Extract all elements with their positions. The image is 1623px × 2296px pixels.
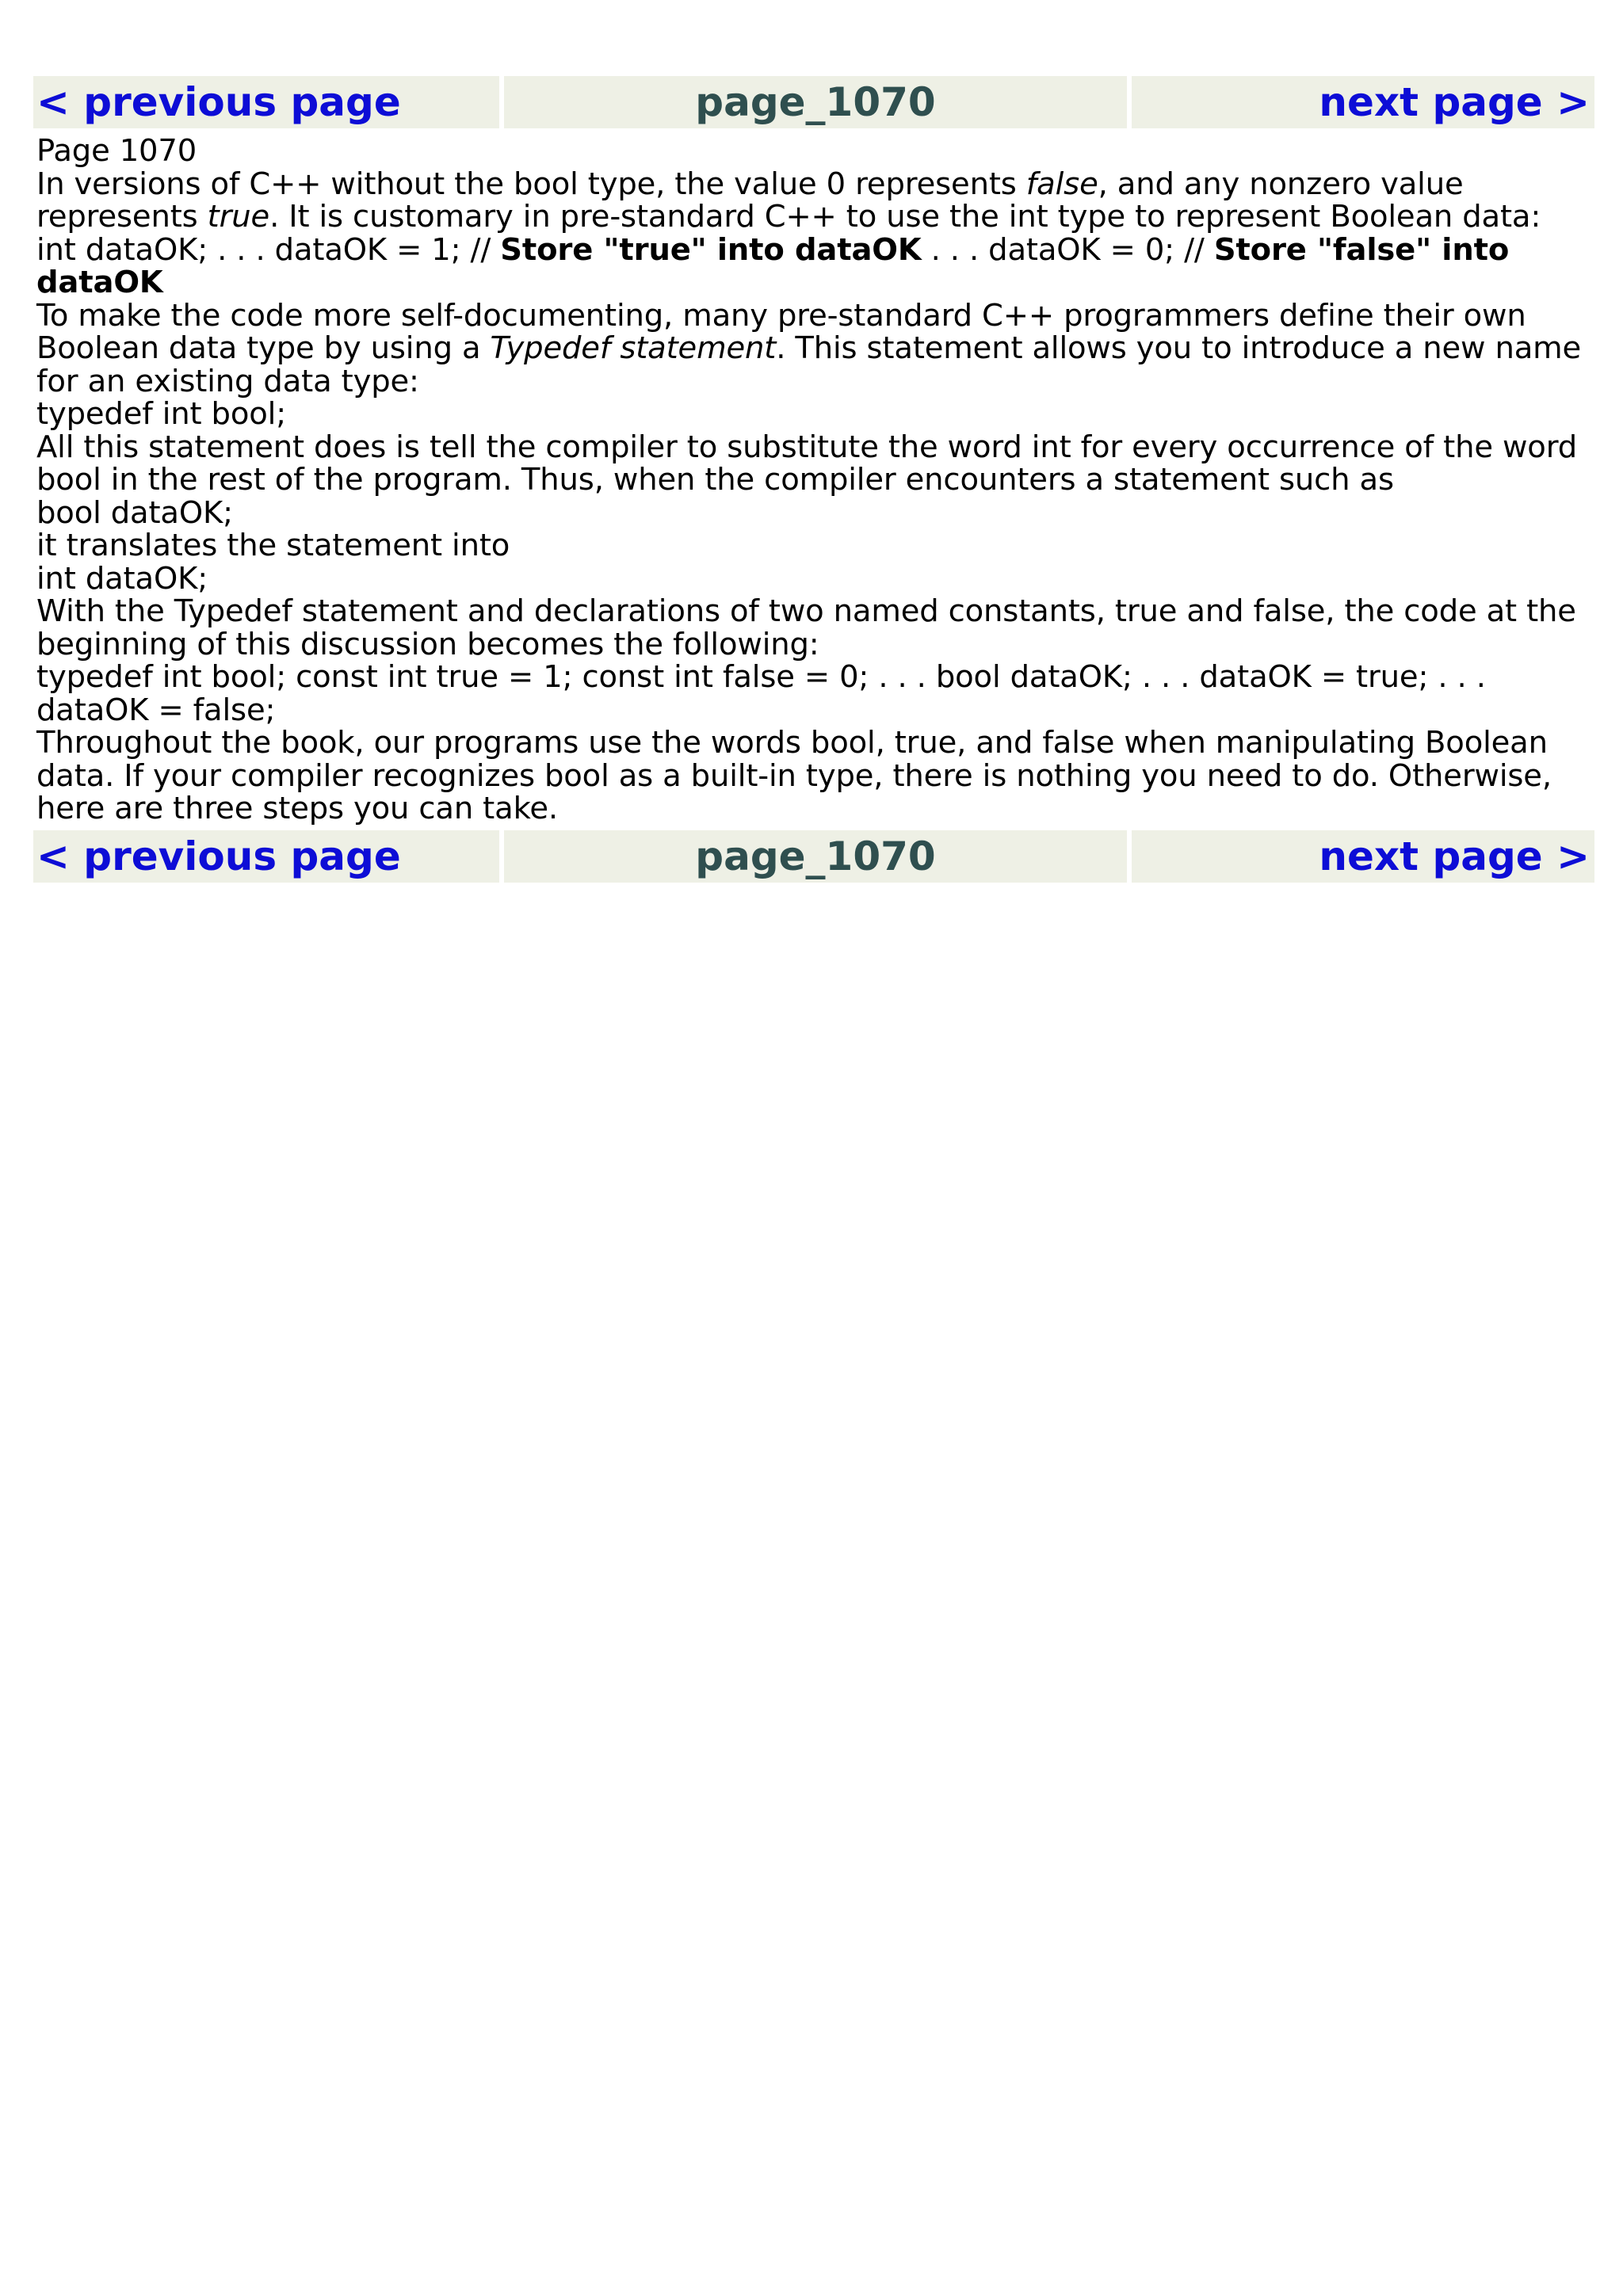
top-next-page-link[interactable]: next page > (1319, 79, 1590, 125)
code-line-bool-dataok: bool dataOK; (36, 494, 233, 531)
paragraph-text: . It is customary in pre-standard C++ to use the int type to represent Boolean data: (269, 199, 1541, 235)
code-line-int-dataok (36, 231, 1596, 300)
bottom-page-label: page_1070 (695, 833, 936, 879)
paragraph-text: , and any nonzero value represents (36, 166, 1464, 235)
code-comment-store-false: Store "false" into dataOK (36, 231, 1510, 300)
code-comment-store-true: Store "true" into dataOK (500, 231, 922, 268)
bottom-prev-cell (33, 830, 499, 883)
top-page-label: page_1070 (695, 79, 936, 125)
paragraph-substitution: All this statement does is tell the compiler to substitute the word int for every occurrence of the word bool in the rest of the program. Thus, when the compiler encounters a statement such as (36, 429, 1577, 498)
top-next-cell (1132, 76, 1594, 128)
paragraph-bool-intro (36, 168, 1596, 234)
paragraph-text: . This statement allows you to introduce a new name for an existing data type: (36, 330, 1582, 399)
page-content (33, 128, 1599, 830)
top-previous-page-link[interactable]: < previous page (36, 79, 401, 125)
paragraph-text: In versions of C++ without the bool type, the value 0 represents (36, 166, 1026, 202)
code-text: . . . dataOK = 0; // (921, 231, 1214, 268)
bottom-next-cell (1132, 830, 1594, 883)
code-line-typedef: typedef int bool; (36, 396, 287, 432)
paragraph-typedef-intro (36, 299, 1596, 399)
paragraph-text: To make the code more self-documenting, many pre-standard C++ programmers define their own Boolean data type by using a (36, 297, 1526, 366)
bottom-navigation-bar (33, 830, 1599, 883)
bottom-page-label-cell (504, 830, 1127, 883)
code-line-int-dataok-translated: int dataOK; (36, 560, 208, 597)
bottom-previous-page-link[interactable]: < previous page (36, 833, 401, 879)
page-heading: Page 1070 (36, 133, 197, 169)
italic-term-typedef-statement: Typedef statement (490, 330, 777, 366)
top-navigation-bar (33, 76, 1599, 128)
bottom-next-page-link[interactable]: next page > (1319, 833, 1590, 879)
top-prev-cell (33, 76, 499, 128)
paragraph-translates: it translates the statement into (36, 528, 510, 563)
italic-term-false: false (1025, 166, 1098, 202)
top-page-label-cell (504, 76, 1127, 128)
code-text: int dataOK; . . . dataOK = 1; // (36, 231, 501, 268)
document-page (33, 76, 1599, 883)
paragraph-constants: With the Typedef statement and declarations of two named constants, true and false, the code at the beginning of this discussion becomes the following: (36, 593, 1576, 662)
code-line-full-example: typedef int bool; const int true = 1; const int false = 0; . . . bool dataOK; . . . dataOK = true; . . . dataOK = false; (36, 659, 1486, 728)
paragraph-throughout-book: Throughout the book, our programs use the words bool, true, and false when manipulating Boolean data. If your compiler recognizes bool as a built-in type, there is nothing you need to do. Otherwise, here are three steps you can take. (36, 725, 1552, 826)
italic-term-true: true (207, 199, 270, 235)
